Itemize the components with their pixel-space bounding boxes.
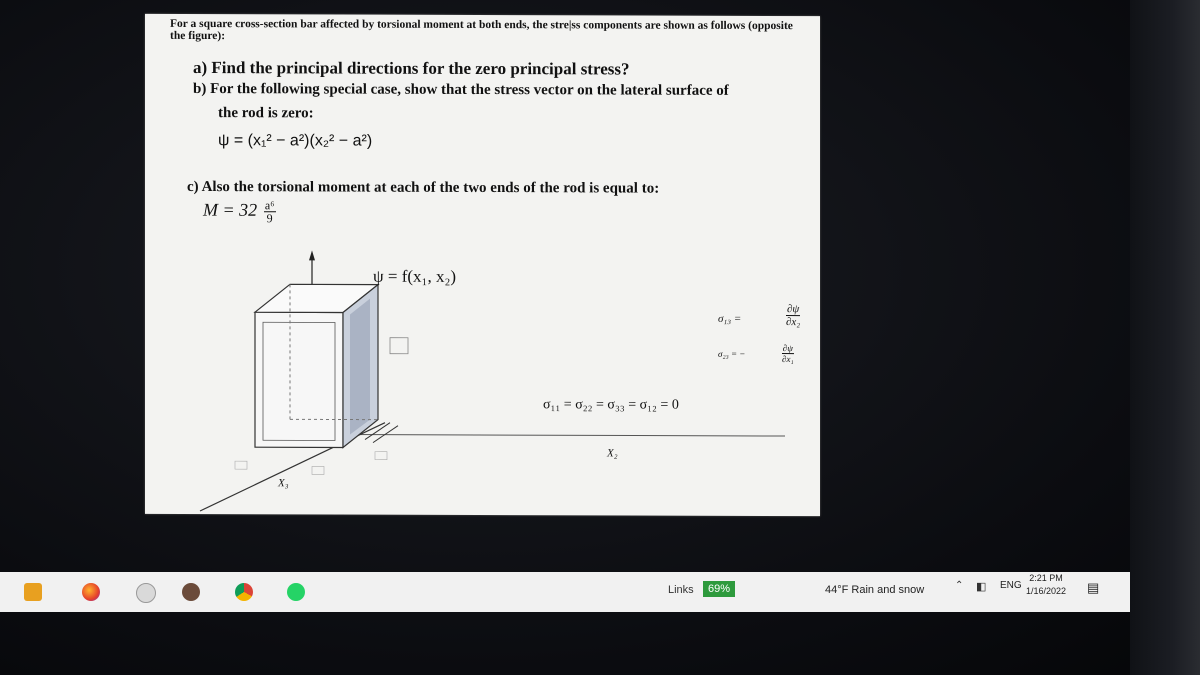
- document-image: [145, 14, 820, 516]
- d1-numerator: ∂ψ: [786, 303, 800, 316]
- links-toolbar[interactable]: Links: [668, 584, 694, 596]
- moment-prefix: M = 32: [203, 199, 258, 220]
- axis-arrow-up: [309, 250, 315, 260]
- unknown-app-icon[interactable]: [136, 583, 156, 603]
- intro-text: For a square cross-section bar affected by torsional moment at both ends, the stre|ss components are shown as follows (opposite the figure):: [170, 17, 793, 43]
- moment-denominator: 9: [264, 211, 276, 224]
- sigma23-label: σ₂₃ = −: [718, 348, 746, 359]
- x3-label: X₃: [278, 477, 289, 490]
- question-b-cont: the rod is zero:: [218, 105, 314, 122]
- d2-denominator: ∂x₁: [782, 354, 794, 365]
- section-marker: [390, 338, 408, 354]
- bar-side-shading: [350, 299, 370, 435]
- chrome-icon[interactable]: [235, 583, 253, 601]
- moment-numerator: a⁶: [264, 198, 275, 213]
- zero-stress-equation: σ₁₁ = σ₂₂ = σ₃₃ = σ₁₂ = 0: [543, 397, 679, 413]
- clock-date: 1/16/2022: [1026, 586, 1067, 596]
- psi-special-case-formula: ψ = (x₁² − a²)(x₂² − a²): [218, 132, 373, 150]
- x2-label: X₂: [607, 447, 618, 460]
- bar-front-face: [255, 312, 343, 447]
- sigma23-derivative: [782, 343, 794, 364]
- bar-diagram: [145, 14, 820, 516]
- whatsapp-icon[interactable]: [287, 583, 305, 601]
- battery-indicator[interactable]: 69%: [703, 581, 735, 597]
- clock-time: 2:21 PM: [1029, 573, 1063, 583]
- question-c: c) Also the torsional moment at each of the two ends of the rod is equal to:: [187, 178, 660, 197]
- network-icon[interactable]: ◧: [976, 581, 987, 593]
- dim-marker-3: [375, 452, 387, 460]
- app-icon[interactable]: [24, 583, 42, 601]
- dim-marker-2: [312, 466, 324, 474]
- taskbar: [0, 572, 1130, 612]
- clock[interactable]: [1026, 572, 1066, 598]
- chevron-up-icon[interactable]: ⌃: [955, 580, 964, 591]
- monitor-bezel: [1130, 0, 1200, 675]
- mascot-icon[interactable]: [182, 583, 200, 601]
- sigma13-derivative: [786, 303, 800, 328]
- weather-widget[interactable]: 44°F Rain and snow: [825, 584, 925, 596]
- question-a: a) Find the principal directions for the zero principal stress?: [193, 57, 630, 79]
- d1-denominator: ∂x₂: [786, 316, 801, 329]
- sigma13-label: σ₁₃ =: [718, 312, 742, 325]
- notification-icon[interactable]: ▤: [1087, 580, 1100, 595]
- firefox-icon[interactable]: [82, 583, 100, 601]
- language-indicator[interactable]: ENG: [1000, 580, 1022, 591]
- dim-marker-1: [235, 461, 247, 469]
- psi-definition: ψ = f(x₁, x₂): [373, 266, 457, 286]
- d2-numerator: ∂ψ: [782, 343, 793, 354]
- question-b: b) For the following special case, show that the stress vector on the lateral surface of: [193, 80, 729, 99]
